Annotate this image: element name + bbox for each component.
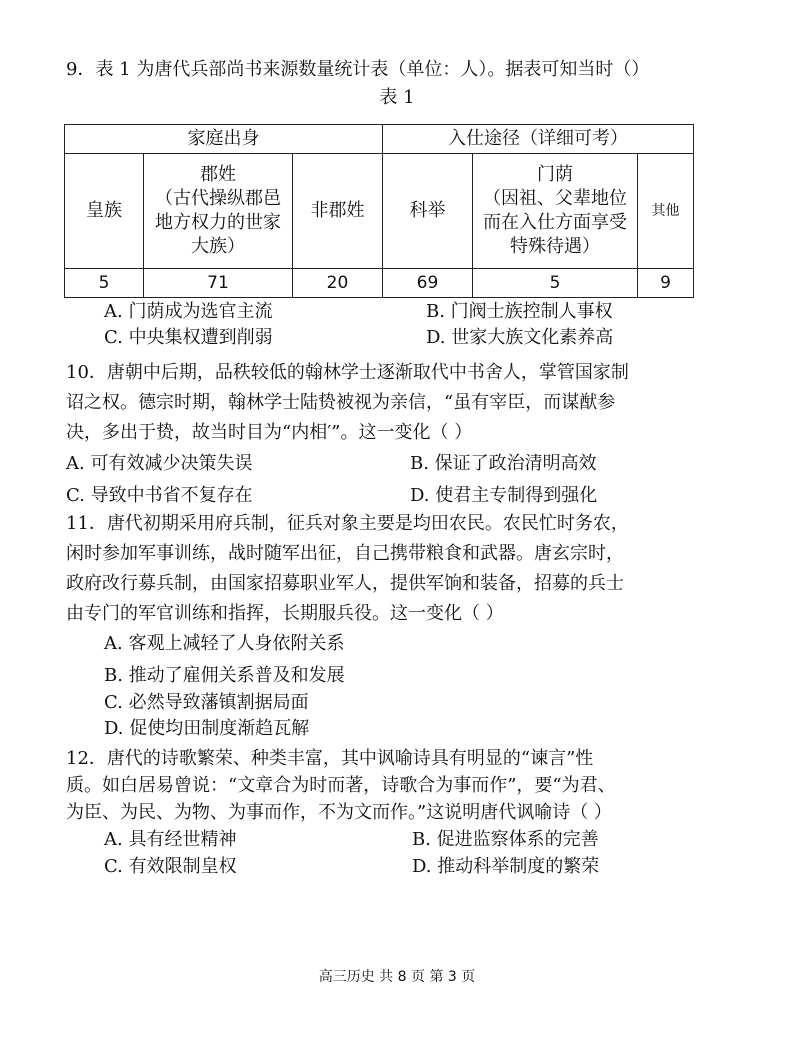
q9-option-d[interactable]: D. 世家大族文化素养高	[426, 327, 614, 348]
q9-option-c[interactable]: C. 中央集权遭到削弱	[104, 327, 273, 348]
menyin-line-2: （因祖、父辈地位	[483, 188, 627, 209]
table-col-royal: 皇族	[65, 154, 144, 269]
q11-stem-line-2: 闲时参加军事训练，战时随军出征，自己携带粮食和武器。唐玄宗时，	[66, 543, 624, 564]
junxing-line-4: 大族）	[191, 236, 245, 257]
q12-option-d[interactable]: D. 推动科举制度的繁荣	[412, 856, 600, 877]
table-col-menyin	[473, 154, 638, 269]
junxing-line-1: 郡姓	[200, 164, 236, 185]
q11-stem-line-3: 政府改行募兵制，由国家招募职业军人，提供军饷和装备，招募的兵士	[66, 573, 624, 594]
q10-option-a[interactable]: A. 可有效减少决策失误	[66, 453, 253, 474]
menyin-line-4: 特殊待遇）	[510, 236, 600, 257]
q11-stem-line-1: 11．唐代初期采用府兵制，征兵对象主要是均田农民。农民忙时务农，	[66, 513, 629, 534]
q11-option-a[interactable]: A. 客观上减轻了人身依附关系	[104, 633, 345, 654]
q12-stem-line-2: 质。如白居易曾说：“文章合为时而著，诗歌合为事而作”，要“为君、	[66, 775, 616, 796]
table-value-other: 9	[638, 269, 694, 298]
junxing-line-2: （古代操纵郡邑	[155, 188, 281, 209]
table-col-junxing	[144, 154, 293, 269]
table-value-menyin: 5	[473, 269, 638, 298]
q9-option-b[interactable]: B. 门阀士族控制人事权	[426, 301, 613, 322]
q10-option-b[interactable]: B. 保证了政治清明高效	[410, 453, 597, 474]
q10-option-c[interactable]: C. 导致中书省不复存在	[66, 485, 253, 506]
q11-option-c[interactable]: C. 必然导致藩镇割据局面	[104, 692, 309, 713]
q12-stem-line-1: 12．唐代的诗歌繁荣、种类丰富，其中讽喻诗具有明显的“谏言”性	[66, 748, 594, 769]
q11-option-b[interactable]: B. 推动了雇佣关系普及和发展	[104, 665, 345, 686]
table-value-non-junxing: 20	[293, 269, 383, 298]
q12-option-a[interactable]: A. 具有经世精神	[104, 829, 237, 850]
q11-option-d[interactable]: D. 促使均田制度渐趋瓦解	[104, 718, 310, 739]
q11-stem-line-4: 由专门的军官训练和指挥，长期服兵役。这一变化（ ）	[66, 603, 504, 624]
q12-option-b[interactable]: B. 促进监察体系的完善	[412, 829, 599, 850]
q9-option-a[interactable]: A. 门荫成为选官主流	[104, 301, 273, 322]
statistics-table	[64, 124, 694, 298]
table-value-junxing: 71	[144, 269, 293, 298]
table-caption: 表 1	[379, 87, 415, 108]
table-col-other: 其他	[638, 154, 694, 269]
q9-stem: 9．表 1 为唐代兵部尚书来源数量统计表（单位：人）。据表可知当时（）	[66, 59, 650, 80]
table-value-keju: 69	[383, 269, 473, 298]
table-col-keju: 科举	[383, 154, 473, 269]
table-value-royal: 5	[65, 269, 144, 298]
q10-option-d[interactable]: D. 使君主专制得到强化	[410, 485, 598, 506]
q12-stem-line-3: 为臣、为民、为物、为事而作，不为文而作。”这说明唐代讽喻诗（ ）	[66, 802, 612, 823]
table-group-career: 入仕途径（详细可考）	[383, 125, 694, 154]
page-footer: 高三历史 共 8 页 第 3 页	[318, 969, 476, 985]
q10-stem-line-3: 决，多出于贽，故当时目为“内相′”。这一变化（ ）	[66, 422, 473, 443]
junxing-line-3: 地方权力的世家	[155, 212, 281, 233]
q12-option-c[interactable]: C. 有效限制皇权	[104, 856, 237, 877]
menyin-line-1: 门荫	[537, 164, 573, 185]
q10-stem-line-2: 诏之权。德宗时期，翰林学士陆贽被视为亲信，“虽有宰臣，而谋猷参	[66, 392, 616, 413]
q10-stem-line-1: 10．唐朝中后期，品秩较低的翰林学士逐渐取代中书舍人，掌管国家制	[66, 362, 629, 383]
menyin-line-3: 而在入仕方面享受	[483, 212, 627, 233]
table-group-family: 家庭出身	[65, 125, 383, 154]
table-col-non-junxing: 非郡姓	[293, 154, 383, 269]
